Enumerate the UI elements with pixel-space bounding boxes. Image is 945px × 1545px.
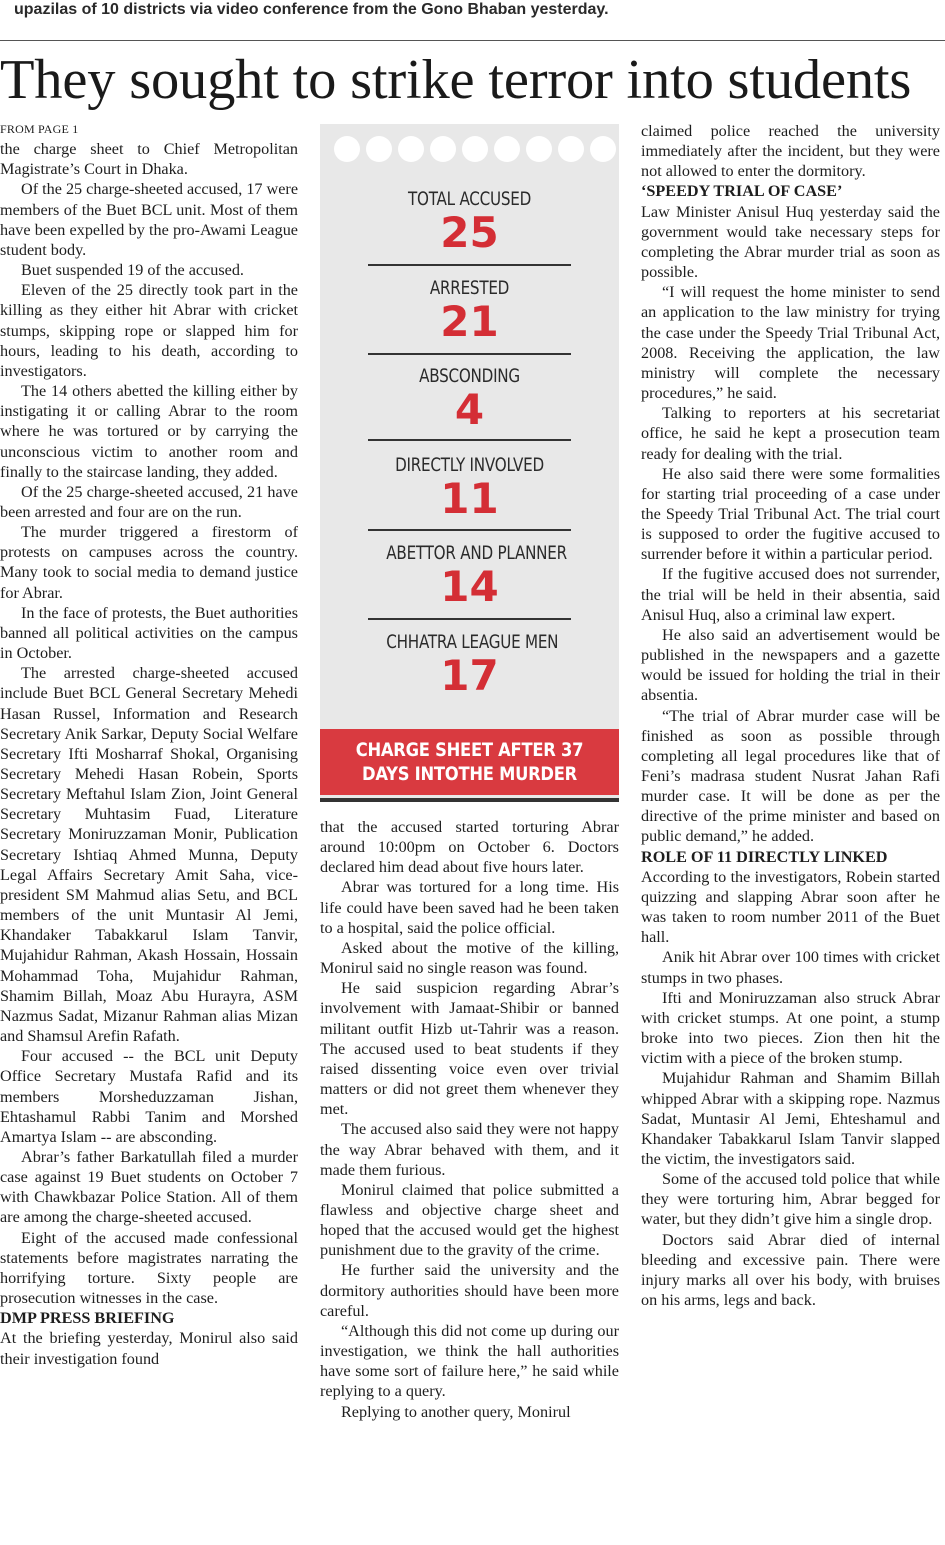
hole-decoration: [398, 136, 424, 162]
article-column-3: [641, 121, 940, 1545]
paragraph: The arrested charge-sheeted accused include Buet BCL General Secretary Mehedi Hasan Russel, Information and Research Secretary Anik Sarkar, Deputy Social Welfare Secretary Ifti Mosharraf Shokal, Organising Secretary Mehedi Hasan Robein, Sports Secretary Meftahul Islam Zion, Joint General Secretary Muhtasim Fuad, Literature Secretary Moniruzzaman Monir, Publication Secretary Ishtiaq Ahmed Munna, Deputy Legal Affairs Secretary Amit Saha, vice-president SM Mahmud alias Setu, and BCL members of the unit Muntasir Al Jemi, Khandaker Tabakkarul Islam Tanvir, Mujahidur Rahman, Akash Hossain, Hossain Mohammad Toha, Mujahidur Rahman, Shamim Billah, Moaz Abu Hurayra, ASM Nazmus Sadat, Mizanur Rahman alias Mizan and Shamsul Arefin Rafath.: [0, 664, 298, 1046]
paragraph: In the face of protests, the Buet authorities banned all political activities on the campus in October.: [0, 603, 298, 663]
headline: They sought to strike terror into students: [0, 49, 912, 111]
hole-decoration: [526, 136, 552, 162]
stats-infobox: [320, 124, 619, 801]
paragraph: The accused also said they were not happy the way Abrar behaved with them, and it made them furious.: [320, 1120, 619, 1179]
paragraph: Of the 25 charge-sheeted accused, 21 have been arrested and four are on the run.: [0, 482, 298, 521]
stat-label: ARRESTED: [429, 278, 510, 299]
paragraph: He said suspicion regarding Abrar’s involvement with Jamaat-Shibir or banned militant outfit Hizb ut-Tahrir was a reason. The accused used to beat students if they raised dissenting voice even over trivial matters or did not greet them whenever they met.: [320, 979, 619, 1119]
paragraph: Anik hit Abrar over 100 times with cricket stumps in two phases.: [641, 948, 940, 987]
stat-separator: [368, 353, 571, 355]
banner-line: DAYS INTOTHE MURDER: [362, 763, 577, 785]
infobox-underline: [320, 798, 619, 802]
paragraph: Abrar was tortured for a long time. His life could have been saved had he been taken to a hospital, said the police official.: [320, 878, 619, 937]
banner-line: CHARGE SHEET AFTER 37: [355, 739, 584, 761]
paragraph: Eight of the accused made confessional statements before magistrates narrating the horrifying torture. Sixty people are prosecution witnesses in the case.: [0, 1228, 298, 1308]
paragraph: The murder triggered a firestorm of protests on campuses across the country. Many took to social media to demand justice for Abrar.: [0, 523, 298, 602]
paragraph: Buet suspended 19 of the accused.: [21, 261, 244, 280]
stat-directly-involved: [368, 455, 571, 521]
paragraph: “Although this did not come up during our investigation, we think the hall authorities have some sort of failure here,” he said while replying to a query.: [320, 1321, 619, 1401]
hole-decoration: [366, 136, 392, 162]
subheading-speedy-trial: ‘SPEEDY TRIAL OF CASE’: [641, 182, 843, 201]
stat-separator: [368, 439, 571, 441]
stat-value: 17: [440, 651, 499, 700]
stat-separator: [368, 264, 571, 266]
stat-separator: [368, 618, 571, 620]
hole-decoration: [462, 136, 488, 162]
paragraph: According to the investigators, Robein started quizzing and slapping Abrar soon after he was taken to room number 2011 of the Buet hall.: [641, 867, 940, 947]
paragraph: He further said the university and the dormitory authorities should have been more careful.: [320, 1261, 619, 1320]
paragraph: Ifti and Moniruzzaman also struck Abrar with cricket stumps. At one point, a stump broke into two pieces. Zion then hit the victim with a piece of the broken stump.: [641, 988, 940, 1068]
stat-label: DIRECTLY INVOLVED: [395, 455, 544, 476]
stat-value: 25: [440, 208, 499, 257]
stat-label: ABETTOR AND PLANNER: [386, 543, 567, 564]
notepad-holes: [320, 136, 619, 166]
stat-label: ABSCONDING: [419, 366, 520, 387]
paragraph: “I will request the home minister to send an application to the law ministry for trying the case under the Speedy Trial Tribunal Act, 2008. Receiving the application, the law ministry will complete the necessary procedures,” he said.: [641, 283, 940, 403]
stat-label: TOTAL ACCUSED: [407, 189, 532, 210]
paragraph: Eleven of the 25 directly took part in the killing as they either hit Abrar with cricket stumps, skipping rope or slapped him for hours, leading to his death, according to investigators.: [0, 281, 298, 380]
paragraph: “The trial of Abrar murder case will be finished as soon as possible through completing all legal procedures like that of Feni’s madrasa student Nusrat Jahan Rafi murder case. It will be done as per the directive of the prime minister and based on public demand,” he added.: [641, 706, 940, 846]
paragraph: He also said there were some formalities for starting trial proceeding of a case under the Speedy Trial Tribunal Act. The trial court is supposed to order the fugitive accused to surrender before it within a particular period.: [641, 464, 940, 564]
from-page-label: FROM PAGE 1: [0, 122, 79, 136]
paragraph: Asked about the motive of the killing, Monirul said no single reason was found.: [320, 938, 619, 978]
charge-sheet-banner: [320, 729, 619, 795]
stat-abettor-planner: [368, 543, 571, 609]
paragraph: Four accused -- the BCL unit Deputy Office Secretary Mustafa Rafid and its members Morsheduzzaman Jishan, Ehtashamul Rabbi Tanim and Morshed Amartya Islam -- are absconding.: [0, 1047, 298, 1146]
subheading-dmp-briefing: DMP PRESS BRIEFING: [0, 1309, 175, 1328]
photo-caption: upazilas of 10 districts via video conference from the Gono Bhaban yesterday.: [14, 1, 609, 18]
hole-decoration: [430, 136, 456, 162]
paragraph: If the fugitive accused does not surrender, the trial will be held in their absentia, said Anisul Huq, also a criminal law expert.: [641, 565, 940, 624]
stat-value: 4: [454, 385, 485, 434]
hole-decoration: [334, 136, 360, 162]
paragraph: that the accused started torturing Abrar around 10:00pm on October 6. Doctors declared him dead about five hours later.: [320, 818, 619, 877]
paragraph: Law Minister Anisul Huq yesterday said the government would take necessary steps for completing the Abrar murder trial as soon as possible.: [641, 202, 940, 282]
paragraph: At the briefing yesterday, Monirul also said their investigation found: [0, 1329, 298, 1368]
paragraph: Of the 25 charge-sheeted accused, 17 were members of the Buet BCL unit. Most of them have been expelled by the pro-Awami League student body.: [0, 180, 298, 259]
paragraph: Mujahidur Rahman and Shamim Billah whipped Abrar with a skipping rope. Nazmus Sadat, Muntasir Al Jemi, Ehteshamul and Khandaker Tabakkarul Islam Tanvir slapped the victim, the investigators said.: [641, 1069, 940, 1168]
paragraph: the charge sheet to Chief Metropolitan Magistrate’s Court in Dhaka.: [0, 140, 298, 179]
stat-chhatra-league: [368, 632, 571, 698]
stat-separator: [368, 529, 571, 531]
paragraph: Monirul claimed that police submitted a flawless and objective charge sheet and hoped that the accused would get the highest punishment due to the gravity of the crime.: [320, 1180, 619, 1260]
stat-arrested: [368, 278, 571, 344]
hole-decoration: [558, 136, 584, 162]
stat-value: 11: [440, 474, 499, 523]
paragraph: He also said an advertisement would be published in the newspapers and a gazette would be issued for holding the trial in their absentia.: [641, 625, 940, 705]
stat-total-accused: [368, 189, 571, 255]
paragraph: claimed police reached the university immediately after the incident, but they were not allowed to enter the dormitory.: [641, 122, 940, 181]
paragraph: The 14 others abetted the killing either by instigating it or calling Abrar to the room where he was tortured or by carrying the unconscious victim to another room and finally to the staircase landing, they added.: [0, 382, 298, 481]
subheading-role-of-11: ROLE OF 11 DIRECTLY LINKED: [641, 847, 888, 866]
stat-absconding: [368, 366, 571, 432]
stat-value: 21: [440, 297, 499, 346]
article-column-2: [320, 817, 619, 1545]
paragraph: Replying to another query, Monirul: [341, 1402, 571, 1421]
paragraph: Some of the accused told police that while they were torturing him, Abrar begged for water, but they didn’t give him a single drop.: [641, 1170, 940, 1229]
stat-value: 14: [440, 562, 499, 611]
paragraph: Talking to reporters at his secretariat office, he said he kept a prosecution team ready for dealing with the trial.: [641, 404, 940, 463]
hole-decoration: [494, 136, 520, 162]
stat-label: CHHATRA LEAGUE MEN: [386, 632, 559, 653]
hole-decoration: [590, 136, 616, 162]
paragraph: Doctors said Abrar died of internal bleeding and excessive pain. There were injury marks all over his body, with bruises on his arms, legs and back.: [641, 1230, 940, 1310]
paragraph: Abrar’s father Barkatullah filed a murder case against 19 Buet students on October 7 with Chawkbazar Police Station. All of them are among the charge-sheeted accused.: [0, 1147, 298, 1227]
divider: [0, 40, 945, 41]
article-column-1: [0, 119, 298, 1545]
